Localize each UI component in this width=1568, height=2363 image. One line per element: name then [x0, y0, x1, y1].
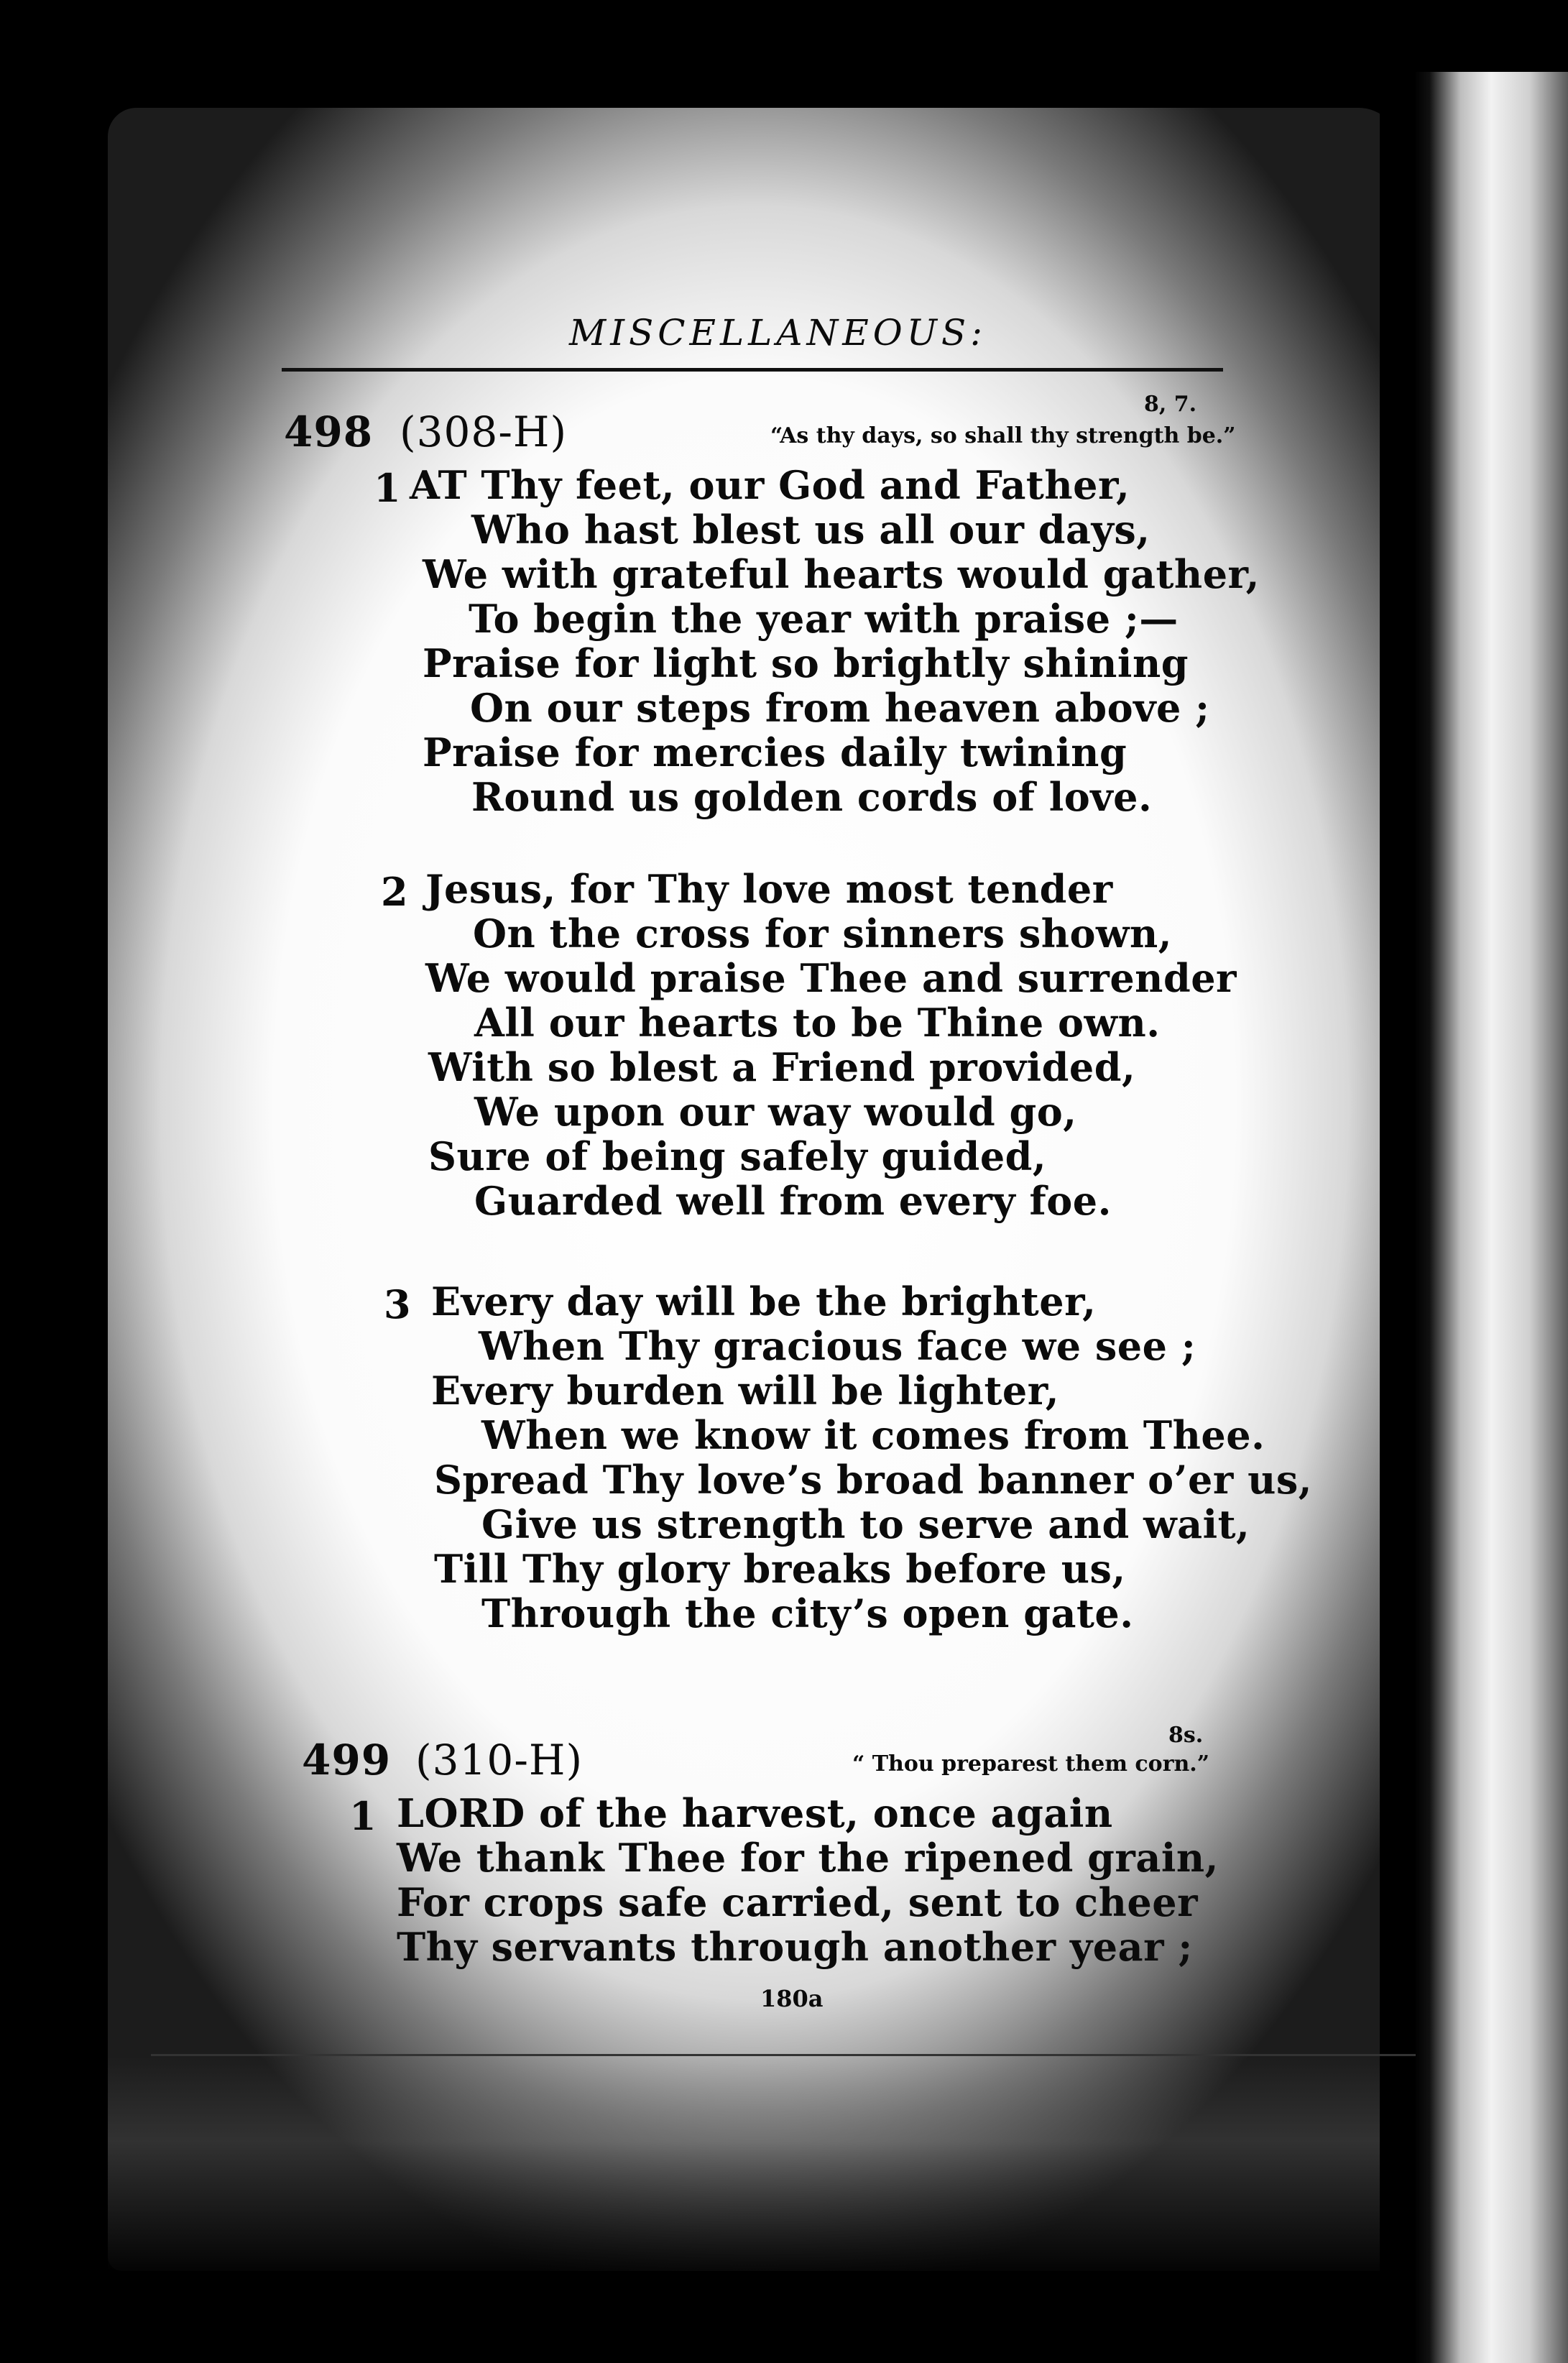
- hymn-meter: 8, 7.: [1144, 392, 1197, 417]
- facing-page-edge: [1414, 72, 1568, 2363]
- verse-line: To begin the year with praise ;—: [469, 596, 1179, 642]
- hymn-reference: (308-H): [400, 407, 568, 456]
- verse-line: All our hearts to be Thine own.: [474, 1000, 1161, 1046]
- verse-line: When Thy gracious face we see ;: [479, 1323, 1196, 1369]
- hymn-number: 498: [284, 407, 374, 456]
- verse-line: LORD of the harvest, once again: [397, 1790, 1113, 1836]
- header-rule: [282, 368, 1223, 372]
- verse-line: AT Thy feet, our God and Father,: [410, 462, 1130, 508]
- verse-line: Give us strength to serve and wait,: [481, 1501, 1250, 1547]
- verse-line: Thy servants through another year ;: [397, 1924, 1193, 1970]
- verse-line: On the cross for sinners shown,: [473, 911, 1173, 957]
- verse-line: Praise for mercies daily twining: [423, 729, 1127, 775]
- verse-line: We with grateful hearts would gather,: [423, 551, 1260, 597]
- verse-line: Till Thy glory breaks before us,: [434, 1546, 1126, 1592]
- bottom-rule: [151, 2054, 1416, 2056]
- verse-line: For crops safe carried, sent to cheer: [397, 1879, 1199, 1925]
- verse-line: Sure of being safely guided,: [428, 1133, 1047, 1179]
- verse-line: With so blest a Friend provided,: [428, 1044, 1136, 1090]
- section-header: MISCELLANEOUS:: [569, 312, 987, 354]
- verse-line: Who hast blest us all our days,: [471, 507, 1150, 553]
- verse-line: Jesus, for Thy love most tender: [425, 866, 1113, 912]
- page-folio: 180a: [760, 1985, 824, 2012]
- verse-number: 3: [384, 1281, 411, 1327]
- verse-line: Praise for light so brightly shining: [423, 640, 1189, 686]
- bottom-shadow: [108, 2055, 1401, 2271]
- hymn-motto: “As thy days, so shall thy strength be.”: [770, 423, 1236, 448]
- hymn-motto: “ Thou preparest them corn.”: [852, 1751, 1210, 1777]
- hymn-meter: 8s.: [1168, 1723, 1204, 1748]
- hymn-reference: (310-H): [415, 1736, 584, 1784]
- verse-number: 1: [374, 465, 401, 511]
- verse-line: We thank Thee for the ripened grain,: [397, 1835, 1219, 1881]
- verse-line: Every burden will be lighter,: [431, 1368, 1060, 1414]
- verse-line: We upon our way would go,: [474, 1089, 1077, 1135]
- verse-number: 1: [349, 1793, 377, 1839]
- verse-line: On our steps from heaven above ;: [470, 685, 1210, 731]
- verse-line: Every day will be the brighter,: [431, 1279, 1097, 1325]
- verse-line: Through the city’s open gate.: [481, 1590, 1134, 1636]
- verse-line: Round us golden cords of love.: [471, 774, 1153, 820]
- verse-line: Guarded well from every foe.: [474, 1178, 1112, 1224]
- verse-number: 2: [381, 869, 408, 915]
- verse-line: Spread Thy love’s broad banner o’er us,: [434, 1457, 1313, 1503]
- verse-line: When we know it comes from Thee.: [481, 1412, 1265, 1458]
- hymn-number: 499: [302, 1736, 392, 1784]
- verse-line: We would praise Thee and surrender: [425, 955, 1237, 1001]
